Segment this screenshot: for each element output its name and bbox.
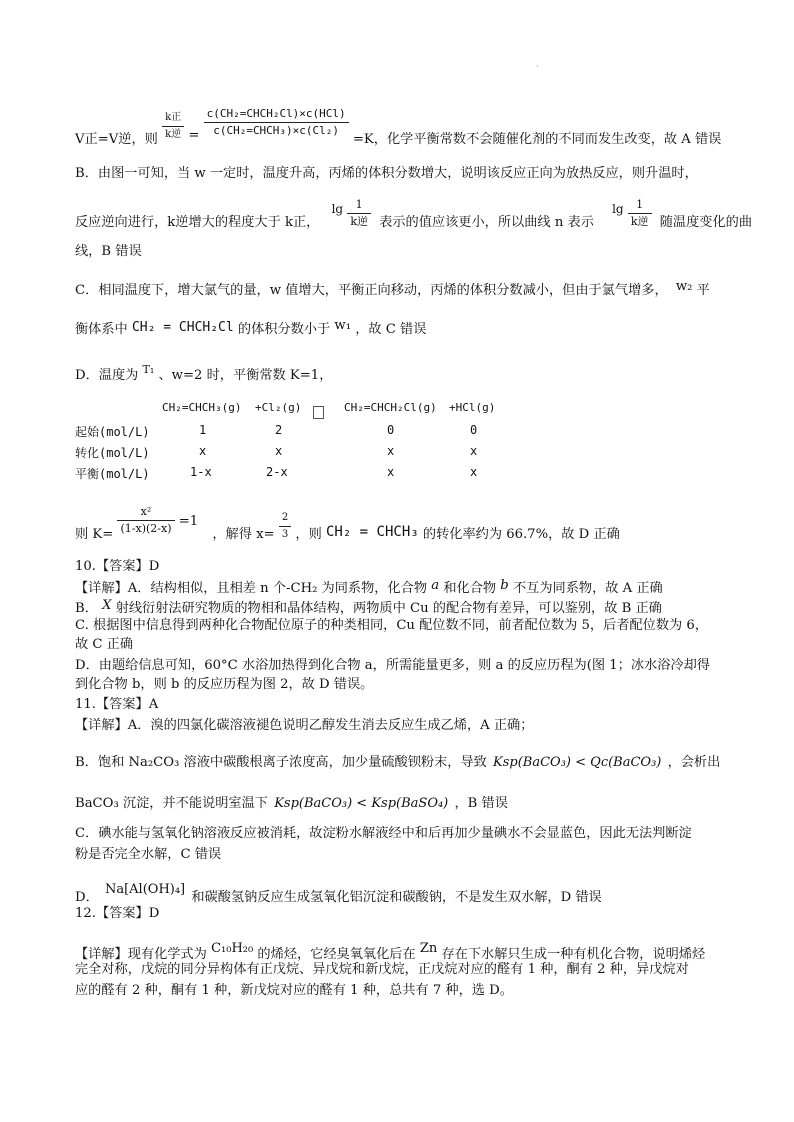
answer-11-b-line1 [75,755,720,771]
text-segment: 【详解】现有化学式为 [75,947,207,962]
x-denominator: 3 [281,529,289,540]
ice-cell: x [275,444,283,458]
k-denominator: (1-x)(2-x) [120,522,172,535]
ice-row-label: 平衡(mol/L) [75,467,150,481]
ice-cell: x [387,465,395,479]
lg-denominator: k逆 [630,215,649,228]
answer-11-c-line2: 粉是否完全水解，C 错误 [75,847,222,862]
answer-9b-line1: B．由图一可知，当 w 一定时，温度升高，丙烯的体积分数增大，说明该反应正向为放热反应，则升温时， [75,166,698,181]
w1-symbol: w₁ [334,318,351,333]
text-segment: ，故 C 错误 [355,322,427,337]
text-segment: B． [75,601,98,616]
text-segment: BaCO₃ 沉淀，并不能说明室温下 [75,796,268,811]
answer-9b-line3: 线，B 错误 [75,244,142,259]
k-reverse: k逆 [165,129,182,140]
lg-expression-1 [332,197,371,230]
ice-row-label: 起始(mol/L) [75,425,150,439]
sodium-aluminate-formula: Na[Al(OH)₄] [104,882,186,897]
text-segment: 则 K= [75,527,114,542]
zinc-symbol: Zn [419,941,438,956]
equilibrium-arrow-icon [313,402,324,421]
answer-11-a: 【详解】A．溴的四氯化碳溶液褪色说明乙醇发生消去反应生成乙烯，A 正确； [75,718,534,733]
k-forward: k正 [162,110,184,127]
answer-9d-k-equation [75,500,620,544]
text-segment: 【详解】A．结构相似，且相差 n 个-CH₂ 为同系物，化合物 [75,581,428,596]
text-segment: 和化合物 [443,581,497,596]
text-segment: 的体积分数小于 [237,322,331,337]
answer-12-heading: 12.【答案】D [75,906,160,921]
lg-denominator: k逆 [350,215,368,228]
text-lead: V正=V逆，则 [75,132,158,147]
decene-formula: C₁₀H₂₀ [211,941,254,956]
ice-cell: x [199,444,207,458]
w2-symbol: w₂ [675,279,693,294]
answer-10-c-line1: C. 根据图中信息得到两种化合物配位原子的种类相同，Cu 配位数不同，前者配位数为 5，后者配位数为 6， [75,618,709,633]
answer-11-c-line1: C．碘水能与氢氧化钠溶液反应被消耗，故淀粉水解液经中和后再加少量碘水不会显蓝色，因此无法判断淀 [75,826,692,841]
text-segment: 存在下水解只生成一种有机化合物，说明烯烃 [441,947,706,962]
text-segment: 、w=2 时，平衡常数 K=1， [158,368,333,383]
equals-sign: = [188,128,200,143]
text-segment: 的烯烃，它经臭氧氧化后在 [257,947,416,962]
text-segment: =1 [178,514,199,529]
ice-cell: 0 [470,423,478,437]
lg-numerator: 1 [628,197,652,214]
text-segment: D． [75,890,99,905]
ice-cell: 2 [275,423,283,437]
answer-9b-line2 [75,197,752,233]
x-ray-symbol: X [102,598,112,613]
text-segment: 反应逆向进行，k逆增大的程度大于 k正， [75,215,320,230]
answer-12-line2: 完全对称，戊烷的同分异构体有正戊烷、异戊烷和新戊烷，正戊烷对应的醛有 1 种，酮有 2 种，异戊烷对 [75,962,689,977]
reaction-product-2: +HCl(g) [449,401,496,414]
compound-a-label: a [431,578,440,593]
text-segment: 随温度变化的曲 [659,215,753,230]
answer-9a [75,106,721,148]
ice-cell: 2-x [266,465,288,479]
concentration-denominator: c(CH₂=CHCH₃)×c(Cl₂) [213,124,340,137]
answer-10-b [75,598,662,617]
x-numerator: 2 [279,510,291,527]
lg-numerator: 1 [347,197,371,214]
text-segment: 的转化率约为 66.7%，故 D 正确 [422,527,620,542]
text-segment: ，则 [295,527,322,542]
ice-cell: x [387,444,395,458]
text-segment: 射线衍射法研究物质的物相和晶体结构，两物质中 Cu 的配合物有差异，可以鉴别，故 B 正确 [115,601,662,616]
ice-cell: x [470,465,478,479]
answer-11-b-line2 [75,796,508,812]
answer-12-line1 [75,941,705,963]
lg-label: lg [612,202,624,216]
answer-11-heading: 11.【答案】A [75,697,159,712]
reaction-product-1: CH₂=CHCH₂Cl(g) [344,401,437,414]
text-segment: D．温度为 [75,368,139,383]
ice-cell: 1-x [190,465,212,479]
ice-cell: x [470,444,478,458]
concentration-fraction [204,106,349,139]
answer-9d-line1 [75,362,332,384]
reaction-reactant-2: +Cl₂(g) [255,401,302,414]
answer-10-d-line2: 到化合物 b，则 b 的反应历程为图 2，故 D 错误。 [75,677,374,692]
answer-11-d [75,882,602,906]
text-segment: ，解得 x= [212,527,275,542]
answer-12-line3: 应的醛有 2 种，酮有 1 种，新戊烷对应的醛有 1 种，总共有 7 种，选 D。 [75,983,513,998]
answer-10-c-line2: 故 C 正确 [75,637,134,652]
k-ratio-fraction [162,110,184,143]
text-segment: C．相同温度下，增大氯气的量，w 值增大，平衡正向移动，丙烯的体积分数减小，但由于氯气增多， [75,283,668,298]
ksp-inequality: Ksp(BaCO₃) < Ksp(BaSO₄) [274,796,449,811]
lg-expression-2 [612,197,651,230]
text-segment: 表示的值应该更小，所以曲线 n 表示 [379,215,594,230]
lg-fraction-1 [347,197,371,230]
answer-10-a [75,578,663,597]
text-segment: B．饱和 Na₂CO₃ 溶液中碳酸根离子浓度高，加少量硫酸钡粉末，导致 [75,755,487,770]
text-segment: 不互为同系物，故 A 正确 [512,581,663,596]
answer-10-d-line1: D．由题给信息可知，60°C 水浴加热得到化合物 a，所需能量更多，则 a 的反应历程为(图 1；冰水浴冷却得 [75,658,710,673]
ice-cell: 0 [387,423,395,437]
text-segment: 平 [696,283,710,298]
k-numerator: x² [117,504,174,521]
corner-mark: · [536,62,539,72]
lg-label: lg [331,202,344,216]
temperature-symbol: T₁ [142,363,155,376]
text-segment: ，B 错误 [454,796,508,811]
text-segment: 衡体系中 [75,322,128,337]
allyl-chloride-formula: CH₂ = CHCH₂Cl [131,320,234,335]
reaction-reactant-1: CH₂=CHCH₃(g) [162,401,242,414]
answer-9c-line2 [75,318,426,338]
k-fraction [117,504,174,537]
answer-10-heading: 10.【答案】D [75,559,160,574]
x-fraction [279,510,291,543]
ice-cell: 1 [199,423,207,437]
text-segment: ，会析出 [667,755,721,770]
compound-b-label: b [500,578,509,593]
text-segment: 和碳酸氢钠反应生成氢氧化铝沉淀和碳酸钠，不是发生双水解，D 错误 [191,890,602,905]
text-tail: =K，化学平衡常数不会随催化剂的不同而发生改变，故 A 错误 [352,132,722,147]
concentration-numerator: c(CH₂=CHCH₂Cl)×c(HCl) [204,106,349,123]
propene-formula: CH₂ = CHCH₃ [325,524,419,540]
ksp-inequality: Ksp(BaCO₃) < Qc(BaCO₃) [493,755,662,770]
lg-fraction-2 [628,197,652,230]
ice-row-label: 转化(mol/L) [75,446,150,460]
answer-9c-line1 [75,279,710,299]
